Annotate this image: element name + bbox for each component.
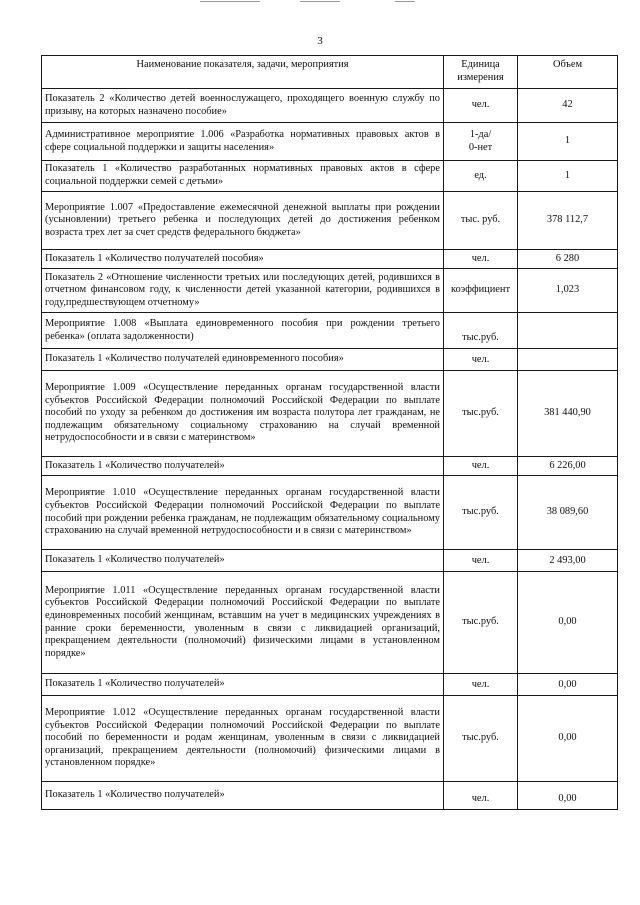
- table-row: [42, 476, 618, 550]
- table-row: [42, 550, 618, 572]
- row-volume: [518, 313, 618, 349]
- row-name: Показатель 1 «Количество получателей»: [42, 674, 444, 696]
- row-volume: 381 440,90: [518, 371, 618, 457]
- table-row: [42, 161, 618, 192]
- row-unit: [444, 123, 518, 161]
- header-name: Наименование показателя, задачи, мероприятия: [42, 56, 444, 89]
- table-row: [42, 313, 618, 349]
- row-name: Показатель 1 «Количество разработанных нормативных правовых актов в сфере социальной поддержки семей с детьми»: [42, 161, 444, 192]
- row-name: Показатель 1 «Количество получателей»: [42, 457, 444, 476]
- row-volume: 0,00: [518, 674, 618, 696]
- row-volume: 1,023: [518, 269, 618, 313]
- row-name: Мероприятие 1.012 «Осуществление переданных органам государственной власти субъектов Российской Федерации полномочий Российской Федерации по выплате пособий по беременности и родам женщинам, уволенным в связи с ликвидацией организаций, прекращением деятельности (полномочий) физическими лицами в установленном порядке»: [42, 696, 444, 782]
- row-name: Показатель 2 «Отношение численности третьих или последующих детей, родившихся в отчетном финансовом году, к численности детей указанной категории, родившихся в году,предшествующем отчетному»: [42, 269, 444, 313]
- row-unit: тыс.руб.: [444, 696, 518, 782]
- row-volume: 0,00: [518, 696, 618, 782]
- table-row: [42, 349, 618, 371]
- table-row: [42, 696, 618, 782]
- header-unit-line1: Единица: [461, 59, 500, 70]
- row-name: Мероприятие 1.011 «Осуществление переданных органам государственной власти субъектов Российской Федерации полномочий Российской Федерации по выплате единовременных пособий женщинам, вставшим на учет в медицинских учреждениях в ранние сроки беременности, уволенным в связи с ликвидацией организаций, прекращением деятельности (полномочий) физическими лицами в установленном порядке»: [42, 572, 444, 674]
- header-volume: Объем: [518, 56, 618, 89]
- row-unit: тыс.руб.: [444, 476, 518, 550]
- row-volume: 6 280: [518, 250, 618, 269]
- row-volume: 42: [518, 89, 618, 123]
- table-header-row: [42, 56, 618, 89]
- table-row: [42, 89, 618, 123]
- header-unit: [444, 56, 518, 89]
- row-volume: 2 493,00: [518, 550, 618, 572]
- row-name: Показатель 1 «Количество получателей единовременного пособия»: [42, 349, 444, 371]
- row-name: Показатель 1 «Количество получателей»: [42, 782, 444, 810]
- row-unit: чел.: [444, 782, 518, 810]
- row-volume: 0,00: [518, 572, 618, 674]
- row-unit: тыс.руб.: [444, 313, 518, 349]
- table-row: [42, 250, 618, 269]
- row-name: Показатель 2 «Количество детей военнослужащего, проходящего военную службу по призыву, на которых назначено пособие»: [42, 89, 444, 123]
- page-number: 3: [317, 35, 323, 47]
- row-name: Мероприятие 1.009 «Осуществление переданных органам государственной власти субъектов Российской Федерации полномочий Российской Федерации по выплате пособий по уходу за ребенком до достижения им возраста полутора лет гражданам, не подлежащим обязательному социальному страхованию на случай временной нетрудоспособности и в связи с материнством»: [42, 371, 444, 457]
- row-unit: чел.: [444, 89, 518, 123]
- table-row: [42, 782, 618, 810]
- table-row: [42, 123, 618, 161]
- row-volume: 0,00: [518, 782, 618, 810]
- table-row: [42, 269, 618, 313]
- row-unit: чел.: [444, 457, 518, 476]
- row-name: Мероприятие 1.007 «Предоставление ежемесячной денежной выплаты при рождении (усыновлении) третьего ребенка и последующих детей до достижения ребенком возраста трех лет за счет средств федерального бюджета»: [42, 192, 444, 250]
- row-volume: 6 226,00: [518, 457, 618, 476]
- scan-top-marks: [0, 0, 640, 8]
- row-unit: ед.: [444, 161, 518, 192]
- table-row: [42, 674, 618, 696]
- row-volume: 1: [518, 123, 618, 161]
- row-name: Показатель 1 «Количество получателей пособия»: [42, 250, 444, 269]
- table-row: [42, 457, 618, 476]
- row-name: Мероприятие 1.008 «Выплата единовременного пособия при рождении третьего ребенка» (оплата задолженности): [42, 313, 444, 349]
- row-volume: 378 112,7: [518, 192, 618, 250]
- row-volume: [518, 349, 618, 371]
- table-row: [42, 192, 618, 250]
- row-name: Показатель 1 «Количество получателей»: [42, 550, 444, 572]
- header-unit-line2: измерения: [457, 71, 504, 83]
- table-row: [42, 371, 618, 457]
- row-unit: чел.: [444, 550, 518, 572]
- row-name: Административное мероприятие 1.006 «Разработка нормативных правовых актов в сфере социальной поддержки и защиты населения»: [42, 123, 444, 161]
- row-unit: чел.: [444, 674, 518, 696]
- row-unit-line2: 0-нет: [468, 141, 493, 153]
- row-unit: тыс.руб.: [444, 371, 518, 457]
- row-volume: 38 089,60: [518, 476, 618, 550]
- row-unit: коэффициент: [444, 269, 518, 313]
- row-unit: тыс. руб.: [444, 192, 518, 250]
- indicators-table: [41, 55, 618, 810]
- row-unit: чел.: [444, 349, 518, 371]
- row-unit: тыс.руб.: [444, 572, 518, 674]
- row-unit-line1: 1-да/: [469, 128, 492, 140]
- table-row: [42, 572, 618, 674]
- row-unit: чел.: [444, 250, 518, 269]
- row-volume: 1: [518, 161, 618, 192]
- row-name: Мероприятие 1.010 «Осуществление переданных органам государственной власти субъектов Российской Федерации полномочий Российской Федерации по выплате пособий при рождении ребенка гражданам, не подлежащим обязательному социальному страхованию на случай временной нетрудоспособности и в связи с материнством»: [42, 476, 444, 550]
